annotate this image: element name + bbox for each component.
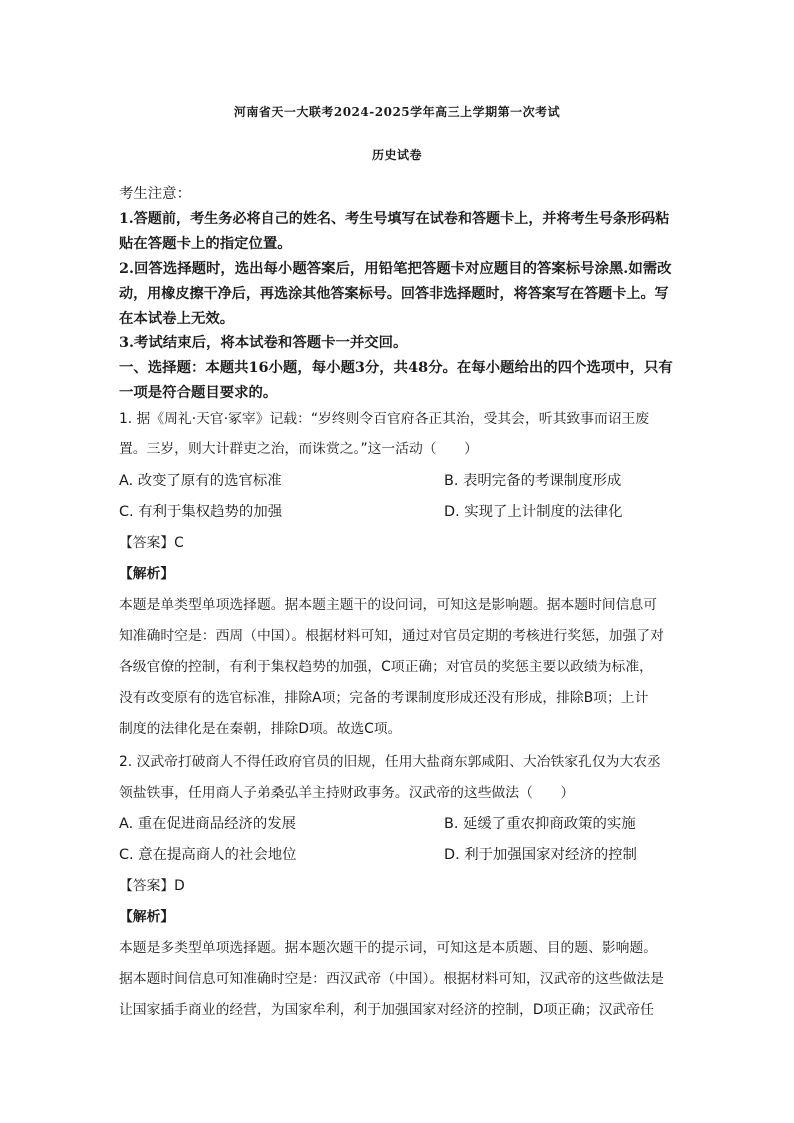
q2-option-b: B. 延缓了重农抑商政策的实施 [444,816,636,832]
exam-subject-title: 历史试卷 [371,148,422,162]
q1-option-b: B. 表明完备的考课制度形成 [444,473,622,489]
q1-stem-line-2: 置。三岁，则大计群吏之治，而诛赏之。”这一活动（ ） [119,441,478,457]
q2-answer: 【答案】D [119,878,185,894]
section-heading-line-2: 一项是符合题目要求的。 [119,384,278,401]
exam-title: 河南省天一大联考2024-2025学年高三上学期第一次考试 [233,105,561,119]
q2-stem-line-2: 领盐铁事，任用商人子弟桑弘羊主持财政事务。汉武帝的这些做法（ ） [119,785,575,801]
q1-analysis-line-3: 各级官僚的控制，有利于集权趋势的加强，C项正确；对官员的奖惩主要以政绩为标准， [119,659,653,675]
q2-option-d: D. 利于加强国家对经济的控制 [444,847,637,863]
q1-analysis-line-2: 知准确时空是：西周（中国）。根据材料可知，通过对官员定期的考核进行奖惩，加强了对 [119,628,664,644]
q1-analysis-line-1: 本题是单类型单项选择题。据本题主题干的设问词，可知这是影响题。据本题时间信息可 [119,597,658,613]
q2-option-a: A. 重在促进商品经济的发展 [119,816,297,832]
q2-analysis-line-3: 让国家插手商业的经营，为国家牟利，利于加强国家对经济的控制，D项正确；汉武帝任 [119,1002,654,1018]
notice-item-2-line-2: 动，用橡皮擦干净后，再选涂其他答案标号。回答非选择题时，将答案写在答题卡上。写 [119,286,669,302]
notice-item-2-line-3: 在本试卷上无效。 [119,310,235,327]
notice-item-2-line-1: 2.回答选择题时，选出每小题答案后，用铅笔把答题卡对应题目的答案标号涂黑.如需改 [119,260,672,277]
notice-item-3-line-1: 3.考试结束后，将本试卷和答题卡一并交回。 [119,334,408,351]
q2-analysis-label: 【解析】 [119,909,175,925]
q1-answer: 【答案】C [119,535,184,551]
q2-option-c: C. 意在提高商人的社会地位 [119,847,297,863]
q2-analysis-line-2: 据本题时间信息可知准确时空是：西汉武帝（中国）。根据材料可知，汉武帝的这些做法是 [119,971,664,987]
q1-analysis-label: 【解析】 [119,566,175,582]
q1-option-c: C. 有利于集权趋势的加强 [119,504,283,520]
notice-item-1-line-2: 贴在答题卡上的指定位置。 [119,235,292,252]
q1-option-a: A. 改变了原有的选官标准 [119,473,282,489]
section-heading-line-1: 一、选择题：本题共16小题，每小题3分，共48分。在每小题给出的四个选项中，只有 [119,359,673,376]
q2-stem-line-1: 2. 汉武帝打破商人不得任政府官员的旧规，任用大盐商东郭咸阳、大冶铁家孔仅为大农丞 [119,754,661,770]
notice-heading: 考生注意： [119,186,191,202]
q1-analysis-line-5: 制度的法律化是在秦朝，排除D项。故选C项。 [119,721,402,737]
notice-item-1-line-1: 1.答题前，考生务必将自己的姓名、考生号填写在试卷和答题卡上，并将考生号条形码粘 [119,211,670,227]
q1-option-d: D. 实现了上计制度的法律化 [444,504,623,520]
q1-analysis-line-4: 没有改变原有的选官标准，排除A项；完备的考课制度形成还没有形成，排除B项；上计 [119,690,649,706]
q1-stem-line-1: 1. 据《周礼·天官·冢宰》记载：“岁终则令百官府各正其治，受其会，听其致事而诏王废 [119,411,650,427]
q2-analysis-line-1: 本题是多类型单项选择题。据本题次题干的提示词，可知这是本质题、目的题、影响题。 [119,940,658,956]
